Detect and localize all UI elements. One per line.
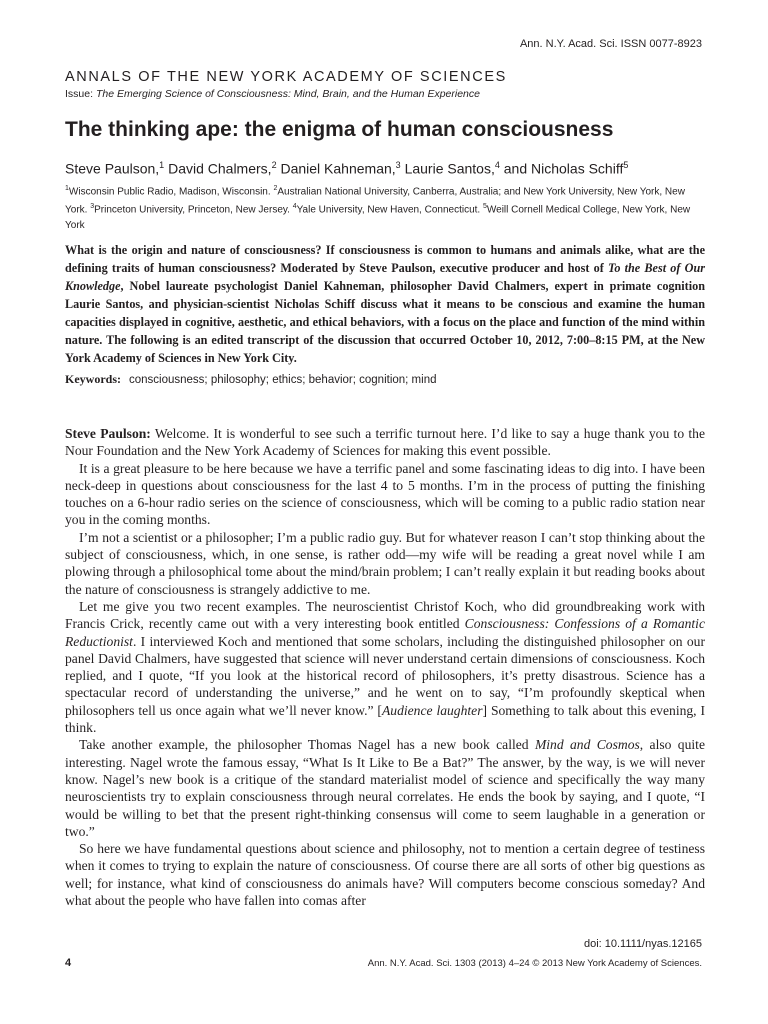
paragraph-text: . I interviewed Koch and mentioned that some scholars, including the distinguished philosopher on our panel David Chalmers, have suggested that science will never understand certain dimensions of consciousness. Koch replied, and I quote, “If you look at the historical record of philosophers, it’s pretty disastrous. Science has a spectacular record of understanding the universe,” and he went on to say, “I’m profoundly skeptical when philosophers tell us once again what we’ll never know.” [ bbox=[65, 633, 705, 718]
body-paragraph bbox=[65, 425, 705, 460]
author-affiliation-marker: 5 bbox=[623, 160, 629, 170]
body-paragraph bbox=[65, 598, 705, 736]
keywords bbox=[65, 372, 705, 387]
keywords-label: Keywords: bbox=[65, 372, 121, 386]
body-paragraph bbox=[65, 736, 705, 840]
affiliation-marker: 5 bbox=[482, 203, 487, 211]
affiliation-marker: 3 bbox=[90, 203, 95, 211]
author-affiliation-marker: 4 bbox=[494, 160, 500, 170]
affiliation: Australian National University, Canberra, Australia; and New York University, New York, New York. bbox=[65, 186, 685, 216]
radio-show-title: To the Best of Our Knowledge bbox=[65, 261, 705, 293]
affiliation: Weill Cornell Medical College, New York, New York bbox=[65, 204, 691, 231]
affiliation-marker: 4 bbox=[292, 203, 297, 211]
author-name[interactable]: Daniel Kahneman, bbox=[280, 160, 396, 177]
abstract bbox=[65, 241, 705, 367]
affiliations bbox=[65, 181, 705, 233]
body-paragraph: It is a great pleasure to be here because we have a terrific panel and some fascinating ideas to dig into. I have been neck-deep in questions about consciousness for the last 4 to 5 months. I’m in the process of putting the finishing touches on a 6-hour radio series on the science of consciousness, which will be coming to a public radio station near you in the coming months. bbox=[65, 460, 705, 528]
body-paragraph: So here we have fundamental questions about science and philosophy, not to mention a certain degree of testiness when it comes to trying to explain the nature of consciousness. Of course there are all sorts of other big questions as well; for instance, what kind of consciousness do animals have? Will computers become conscious someday? And what about the people who have fallen into comas after bbox=[65, 841, 705, 909]
speaker-label: Steve Paulson: bbox=[65, 426, 151, 441]
paragraph-text: Let me give you two recent examples. The neuroscientist Christof Koch, who did groundbreaking work with Francis Crick, recently came out with a very interesting book entitled bbox=[65, 598, 705, 632]
issue-label: Issue: bbox=[65, 88, 94, 100]
page-number: 4 bbox=[65, 957, 72, 969]
author-affiliation-marker: 3 bbox=[395, 160, 401, 170]
affiliation-marker: 1 bbox=[65, 185, 69, 192]
affiliation-marker: 2 bbox=[273, 185, 278, 192]
journal-name: ANNALS OF THE NEW YORK ACADEMY OF SCIENCES bbox=[65, 69, 507, 85]
author-name[interactable]: Laurie Santos, bbox=[404, 160, 495, 177]
author-affiliation-marker: 1 bbox=[159, 160, 165, 170]
author-name[interactable]: David Chalmers, bbox=[168, 160, 272, 177]
keywords-list: consciousness; philosophy; ethics; behavior; cognition; mind bbox=[129, 374, 437, 386]
book-title: Consciousness: Confessions of a Romantic Reductionist bbox=[65, 616, 705, 649]
paragraph-text: Welcome. It is wonderful to see such a terrific turnout here. I’d like to say a huge thank you to the Nour Foundation and the New York Academy of Sciences for making this event possible. bbox=[65, 426, 705, 459]
paragraph-text: , also quite interesting. Nagel wrote the famous essay, “What Is It Like to Be a Bat?” The answer, by the way, is we will never know. Nagel’s new book is a critique of the standard materialist model of science and specifically the way many neuroscientists try to explain consciousness through neural correlates. He ends the book by saying, and I quote, “I would be willing to bet that the present right-thinking consensus will come to seem laughable in a generation or two.” bbox=[65, 737, 705, 839]
abstract-text: What is the origin and nature of consciousness? If consciousness is common to humans and animals alike, what are the defining traits of human consciousness? Moderated by Steve Paulson, executive producer and host of bbox=[65, 243, 705, 275]
author-name[interactable]: Steve Paulson, bbox=[65, 160, 160, 177]
issue-line bbox=[65, 88, 480, 100]
affiliation: Yale University, New Haven, Connecticut. bbox=[296, 204, 483, 216]
audience-aside: Audience laughter bbox=[381, 702, 483, 718]
author-affiliation-marker: 2 bbox=[271, 160, 277, 170]
affiliation: Princeton University, Princeton, New Jersey. bbox=[94, 204, 293, 216]
article-title: The thinking ape: the enigma of human consciousness bbox=[65, 118, 614, 141]
affiliation: Wisconsin Public Radio, Madison, Wisconsin. bbox=[68, 186, 274, 198]
paragraph-text: ] Something to talk about this evening, I think. bbox=[65, 702, 706, 736]
doi-link[interactable]: doi: 10.1111/nyas.12165 bbox=[583, 938, 702, 950]
abstract-text: , Nobel laureate psychologist Daniel Kahneman, philosopher David Chalmers, expert in primate cognition Laurie Santos, and physician-scientist Nicholas Schiff discuss what it means to be conscious and examine the human capacities displayed in cognitive, aesthetic, and ethical behaviors, with a focus on the place and function of the mind within nature. The following is an edited transcript of the discussion that occurred October 10, 2012, 7:00–8:15 PM, at the New York Academy of Sciences in New York City. bbox=[65, 279, 705, 365]
book-title: Mind and Cosmos bbox=[534, 737, 640, 753]
author-list bbox=[65, 160, 705, 177]
journal-issn: Ann. N.Y. Acad. Sci. ISSN 0077-8923 bbox=[519, 38, 702, 50]
paragraph-text: Take another example, the philosopher Thomas Nagel has a new book called bbox=[79, 737, 535, 753]
article-body bbox=[65, 425, 705, 909]
issue-title: The Emerging Science of Consciousness: Mind, Brain, and the Human Experience bbox=[95, 88, 480, 100]
citation: Ann. N.Y. Acad. Sci. 1303 (2013) 4–24 © 2013 New York Academy of Sciences. bbox=[367, 958, 702, 969]
body-paragraph: I’m not a scientist or a philosopher; I’m a public radio guy. But for whatever reason I can’t stop thinking about the subject of consciousness, which, in one sense, is rather odd—my wife will be reading a great novel while I am plowing through a philosophical tome about the mind/brain problem; I can’t really explain it but reading books about the nature of consciousness is strangely addictive to me. bbox=[65, 529, 705, 597]
author-name[interactable]: and Nicholas Schiff bbox=[503, 160, 624, 177]
